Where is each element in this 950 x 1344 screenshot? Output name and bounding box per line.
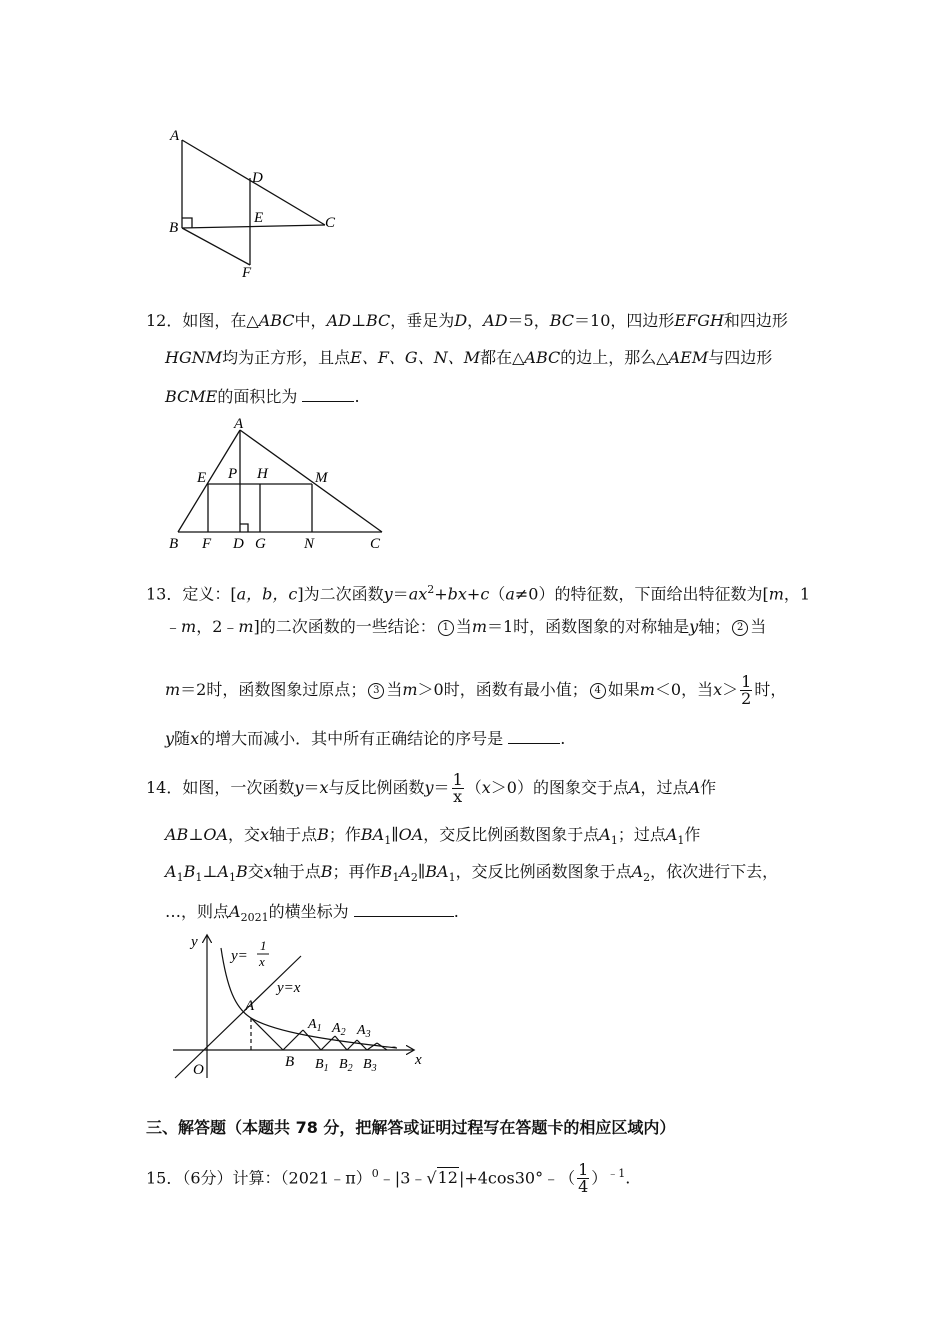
figure-q12 — [160, 412, 400, 554]
answer-blank — [354, 900, 454, 917]
q14-line3: $A_1B_1\perp A_1B$交x轴于点B；再作$B_1A_2\parallel BA_1$，交反比例函数图象于点$A_2$，依次进行下去， — [165, 862, 779, 885]
label-B1: $B_1$ — [315, 1057, 329, 1074]
label-A2: $A_2$ — [332, 1021, 346, 1038]
q13-line2: ﹣m，2﹣m]的二次函数的一些结论： 1 当m＝1时，函数图象的对称轴是y轴； 2 当 — [165, 617, 767, 636]
circled-3: 3 — [368, 683, 384, 699]
label-C: C — [325, 215, 336, 231]
label-A1: $A_1$ — [308, 1017, 322, 1034]
answer-blank — [508, 727, 560, 744]
answer-blank — [302, 385, 354, 402]
label-M: M — [315, 470, 328, 486]
label-E: E — [197, 470, 207, 486]
circled-4: 4 — [590, 683, 606, 699]
line-label: y=x — [277, 980, 301, 996]
q14-line2: AB⊥OA，交x轴于点B；作$BA_1\parallel OA$，交反比例函数图象于点$A_1$；过点$A_1$作 — [165, 825, 701, 848]
label-N: N — [304, 536, 315, 552]
label-A: A — [170, 128, 180, 144]
label-F: F — [202, 536, 212, 552]
label-C: C — [370, 536, 381, 552]
q14-line4: …，则点$A_{2021}$的横坐标为 . — [165, 902, 459, 925]
label-D: D — [252, 170, 263, 186]
figure-q11 — [160, 120, 360, 285]
label-B: B — [169, 536, 179, 552]
fraction-one-half: $\frac{1}{2}$ — [741, 672, 752, 708]
circled-2: 2 — [732, 620, 748, 636]
axis-y-label: y — [191, 934, 198, 950]
section-heading: 三、解答题（本题共 78 分，把解答或证明过程写在答题卡的相应区域内） — [146, 1118, 676, 1137]
label-A3: $A_3$ — [357, 1023, 371, 1040]
label-A: A — [245, 998, 255, 1014]
label-P: P — [228, 466, 238, 482]
radicand: 12 — [437, 1168, 458, 1188]
fraction-one-quarter: $\frac{1}{4}$ — [578, 1160, 589, 1197]
sqrt-sign: √ — [426, 1168, 437, 1188]
label-G: G — [255, 536, 266, 552]
axis-x-label: x — [415, 1052, 422, 1068]
q15-line1: 15．（6分）计算：（2021﹣π）$^0$﹣|3﹣√12|+4cos30°﹣（ $\frac{1}{4}$ ）$^{﹣1}$. — [146, 1160, 631, 1197]
label-H: H — [257, 466, 268, 482]
continuation-dashes: - - — [385, 1039, 396, 1053]
q12-line1: 12．如图，在△ABC中，AD⊥BC，垂足为D，AD＝5，BC＝10，四边形EFGH和四边形 — [146, 311, 788, 330]
curve-label-num: 1 — [260, 938, 267, 953]
label-B2: $B_2$ — [339, 1057, 353, 1074]
curve-label-y: y= — [231, 948, 248, 964]
label-E: E — [254, 210, 264, 226]
q13-line1: 13．定义：[a，b，c]为二次函数$y=ax^2+bx+c(a\ne 0)$的特征数，下面给出特征数为[m，1 — [146, 583, 811, 604]
label-A: A — [234, 416, 244, 432]
q13-line4: y随x的增大而减小．其中所有正确结论的序号是 . — [165, 729, 566, 748]
q14-line1: 14．如图，一次函数y＝x与反比例函数y＝ $\frac{1}{x}$ （x＞0）的图象交于点A，过点A作 — [146, 770, 717, 806]
label-F: F — [242, 265, 252, 281]
q12-line2: HGNM均为正方形，且点E、F、G、N、M都在△ABC的边上，那么△AEM与四边形 — [165, 348, 773, 367]
label-B: B — [169, 220, 179, 236]
label-D: D — [233, 536, 244, 552]
circled-1: 1 — [438, 620, 454, 636]
label-B3: $B_3$ — [363, 1057, 377, 1074]
figure-q14 — [165, 928, 435, 1088]
origin-label: O — [193, 1062, 204, 1078]
curve-label-den: x — [259, 954, 265, 969]
q12-line3: BCME的面积比为 . — [165, 387, 360, 406]
label-B: B — [285, 1054, 295, 1070]
fraction-one-over-x: $\frac{1}{x}$ — [452, 770, 463, 806]
q13-line3: m＝2时，函数图象过原点； 3 当m＞0时，函数有最小值； 4 如果m＜0，当x＞ $\frac{1}{2}$ 时， — [165, 672, 787, 708]
